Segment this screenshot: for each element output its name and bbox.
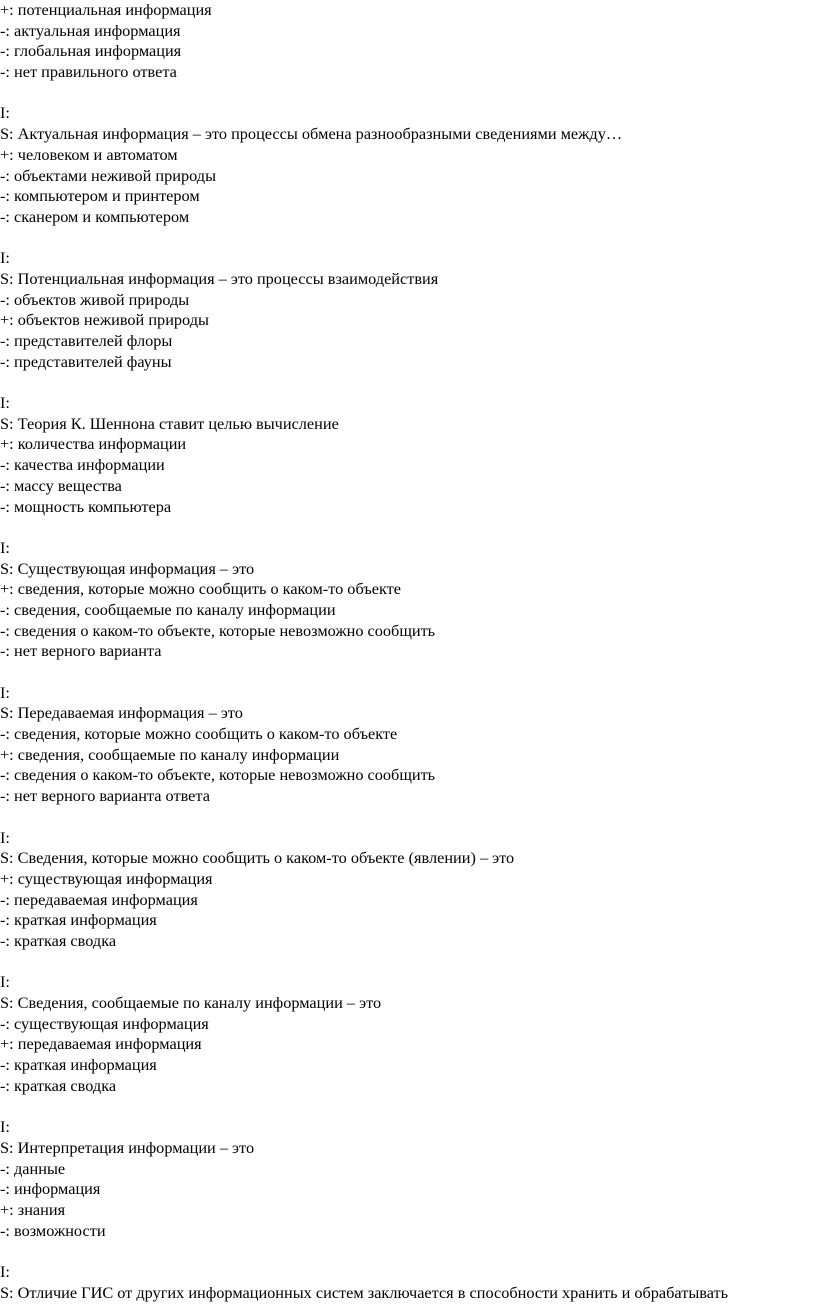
question-marker: I: (0, 682, 10, 702)
answer-option: +: объектов неживой природы (0, 310, 209, 330)
answer-option: +: сведения, которые можно сообщить о каком-то объекте (0, 579, 402, 599)
question-text: S: Передаваемая информация – это (0, 703, 243, 723)
blank-line (0, 1096, 816, 1117)
question-marker: I: (0, 1117, 10, 1137)
answer-option: -: передаваемая информация (0, 889, 198, 909)
question-marker: I: (0, 1261, 10, 1281)
answer-option: -: представителей фауны (0, 351, 172, 371)
answer-option: -: краткая информация (0, 1055, 157, 1075)
question-block (0, 228, 816, 373)
answer-option: -: сведения о каком-то объекте, которые невозможно сообщить (0, 620, 436, 640)
answer-option: -: массу вещества (0, 475, 122, 495)
question-marker: I: (0, 248, 10, 268)
blank-line (0, 83, 816, 104)
answer-option: -: глобальная информация (0, 41, 182, 61)
answer-option: +: количества информации (0, 434, 187, 454)
answer-option: -: информация (0, 1179, 101, 1199)
answer-option: -: сканером и компьютером (0, 206, 190, 226)
question-block (0, 517, 816, 662)
question-block (0, 1096, 816, 1241)
answer-option: -: нет верного варианта (0, 641, 162, 661)
question-marker: I: (0, 103, 10, 123)
question-block (0, 662, 816, 807)
answer-option: -: качества информации (0, 455, 165, 475)
question-marker: I: (0, 393, 10, 413)
blank-line (0, 1241, 816, 1262)
question-text: S: Интерпретация информации – это (0, 1137, 255, 1157)
answer-option: +: существующая информация (0, 868, 213, 888)
question-block (0, 83, 816, 228)
intro-answer-list (0, 0, 816, 83)
blank-line (0, 228, 816, 249)
answer-option: +: потенциальная информация (0, 0, 212, 19)
question-list (0, 83, 816, 1304)
answer-option: -: нет правильного ответа (0, 62, 177, 82)
answer-option: -: нет верного варианта ответа (0, 786, 210, 806)
question-block (0, 952, 816, 1097)
blank-line (0, 662, 816, 683)
question-block (0, 372, 816, 517)
question-text: S: Существующая информация – это (0, 558, 255, 578)
question-marker: I: (0, 537, 10, 557)
question-text: S: Отличие ГИС от других информационных систем заключается в способности хранить и обрабатывать (0, 1282, 729, 1302)
answer-option: +: передаваемая информация (0, 1034, 202, 1054)
answer-option: -: объектов живой природы (0, 289, 190, 309)
question-text: S: Сведения, сообщаемые по каналу информации – это (0, 993, 382, 1012)
answer-option: +: знания (0, 1199, 66, 1219)
answer-option: -: компьютером и принтером (0, 186, 200, 206)
blank-line (0, 807, 816, 828)
answer-option: -: краткая сводка (0, 1075, 117, 1095)
question-text: S: Актуальная информация – это процессы обмена разнообразными сведениями между… (0, 124, 623, 144)
question-block (0, 1241, 816, 1303)
answer-option: -: сведения о каком-то объекте, которые невозможно сообщить (0, 765, 436, 785)
answer-option: -: данные (0, 1158, 66, 1178)
answer-option: -: мощность компьютера (0, 496, 172, 516)
answer-option: -: возможности (0, 1220, 106, 1240)
blank-line (0, 372, 816, 393)
answer-option: -: сведения, сообщаемые по каналу информации (0, 599, 336, 619)
answer-option: -: краткая сводка (0, 930, 117, 950)
question-text: S: Теория К. Шеннона ставит целью вычисление (0, 413, 339, 433)
question-marker: I: (0, 827, 10, 847)
question-block (0, 807, 816, 952)
blank-line (0, 952, 816, 973)
answer-option: -: сведения, которые можно сообщить о каком-то объекте (0, 724, 398, 744)
question-marker: I: (0, 972, 10, 992)
answer-option: -: актуальная информация (0, 20, 181, 40)
answer-option: -: краткая информация (0, 910, 157, 930)
answer-option: -: существующая информация (0, 1013, 209, 1033)
answer-option: -: представителей флоры (0, 331, 173, 350)
question-text: S: Потенциальная информация – это процессы взаимодействия (0, 268, 439, 288)
question-text: S: Сведения, которые можно сообщить о каком-то объекте (явлении) – это (0, 848, 515, 868)
blank-line (0, 517, 816, 538)
answer-option: -: объектами неживой природы (0, 165, 217, 185)
answer-option: +: человеком и автоматом (0, 144, 178, 164)
answer-option: +: сведения, сообщаемые по каналу информации (0, 744, 340, 764)
